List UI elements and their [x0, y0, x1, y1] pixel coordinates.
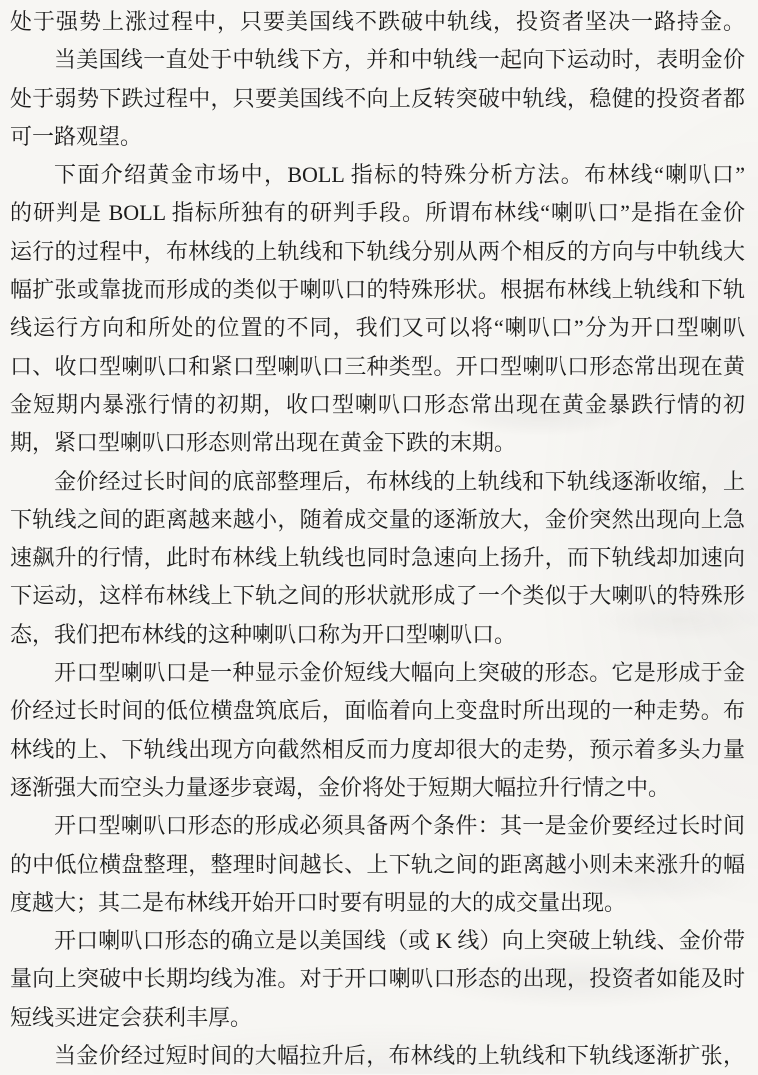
text-line: 线运行方向和所处的位置的不同，我们又可以将“喇叭口”分为开口型喇叭 [10, 315, 745, 341]
text-line: 态，我们把布林线的这种喇叭口称为开口型喇叭口。 [10, 621, 517, 647]
text-line: 价经过长时间的低位横盘筑底后，面临着向上变盘时所出现的一种走势。布 [10, 698, 745, 724]
paragraph [10, 1037, 745, 1075]
text-line: 处于强势上涨过程中，只要美国线不跌破中轨线，投资者坚决一路持金。 [10, 9, 745, 34]
paragraph [10, 922, 745, 1037]
text-line: 开口喇叭口形态的确立是以美国线（或 K 线）向上突破上轨线、金价带 [54, 928, 745, 954]
text-line: 运行的过程中，布林线的上轨线和下轨线分别从两个相反的方向与中轨线大 [10, 238, 745, 264]
text-line: 下运动，这样布林线上下轨之间的形状就形成了一个类似于大喇叭的特殊形 [10, 583, 745, 609]
text-line: 金短期内暴涨行情的初期，收口型喇叭口形态常出现在黄金暴跌行情的初 [10, 391, 745, 417]
paragraph [10, 41, 745, 156]
text-line: 度越大；其二是布林线开始开口时要有明显的大的成交量出现。 [10, 889, 627, 915]
text-line: 短线买进定会获利丰厚。 [10, 1004, 253, 1030]
text-line: 幅扩张或靠拢而形成的类似于喇叭口的特殊形状。根据布林线上轨线和下轨 [10, 277, 745, 303]
paragraph [10, 807, 745, 922]
text-line: 开口型喇叭口形态的形成必须具备两个条件：其一是金价要经过长时间 [54, 813, 745, 839]
text-line: 口、收口型喇叭口和紧口型喇叭口三种类型。开口型喇叭口形态常出现在黄 [10, 353, 745, 379]
text-line: 期，紧口型喇叭口形态则常出现在黄金下跌的末期。 [10, 430, 517, 456]
paragraph [10, 463, 745, 654]
text-line: 的研判是 BOLL 指标所独有的研判手段。所谓布林线“喇叭口”是指在金价 [10, 200, 745, 226]
text-line: 当金价经过短时间的大幅拉升后，布林线的上轨线和下轨线逐渐扩张， [54, 1043, 745, 1069]
text-line: 下轨线之间的距离越来越小，随着成交量的逐渐放大，金价突然出现向上急 [10, 506, 745, 532]
text-line: 当美国线一直处于中轨线下方，并和中轨线一起向下运动时，表明金价 [54, 47, 745, 73]
text-line: 逐渐强大而空头力量逐步衰竭，金价将处于短期大幅拉升行情之中。 [10, 774, 671, 800]
paragraph [10, 654, 745, 807]
text-line: 金价经过长时间的底部整理后，布林线的上轨线和下轨线逐渐收缩，上 [54, 468, 745, 494]
text-line: 速飙升的行情，此时布林线上轨线也同时急速向上扬升，而下轨线却加速向 [10, 545, 745, 571]
text-line: 林线的上、下轨线出现方向截然相反而力度却很大的走势，预示着多头力量 [10, 736, 745, 762]
text-line: 可一路观望。 [10, 123, 143, 149]
paragraph [10, 3, 745, 41]
paragraph [10, 156, 745, 462]
text-line: 开口型喇叭口是一种显示金价短线大幅向上突破的形态。它是形成于金 [54, 660, 745, 686]
text-line: 下面介绍黄金市场中，BOLL 指标的特殊分析方法。布林线“喇叭口” [54, 162, 745, 188]
text-line: 量向上突破中长期均线为准。对于开口喇叭口形态的出现，投资者如能及时 [10, 966, 745, 992]
text-line: 处于弱势下跌过程中，只要美国线不向上反转突破中轨线，稳健的投资者都 [10, 85, 745, 111]
text-line: 的中低位横盘整理，整理时间越长、上下轨之间的距离越小则未来涨升的幅 [10, 851, 745, 877]
